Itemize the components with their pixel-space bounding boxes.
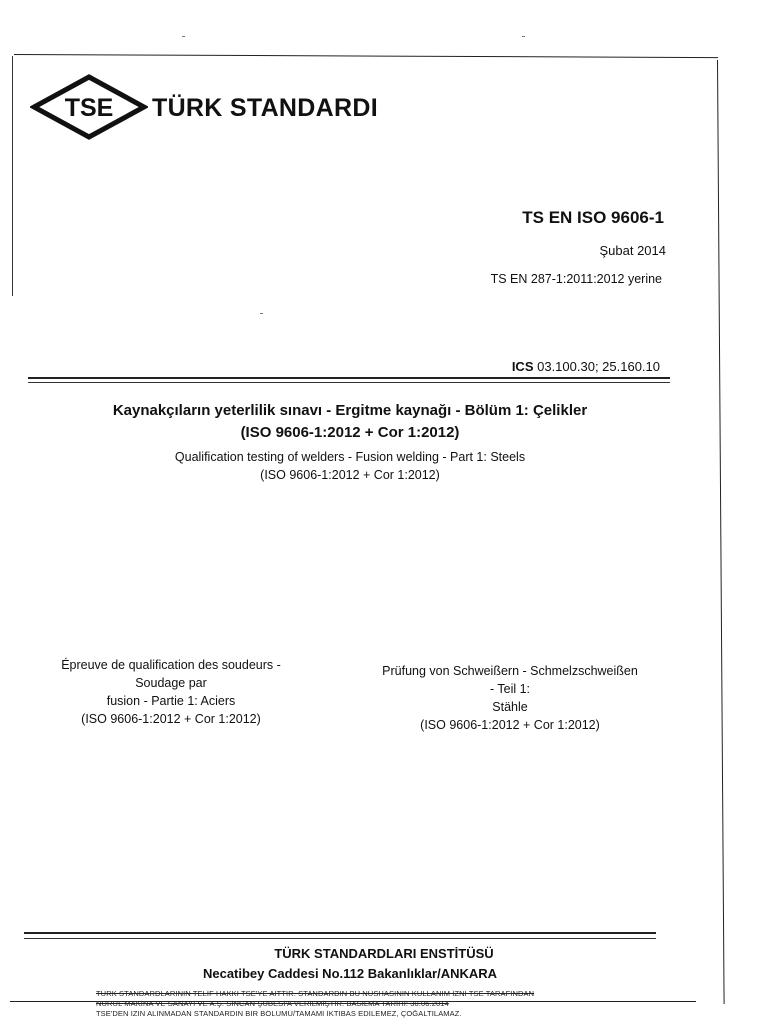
scan-speck (182, 36, 185, 37)
brand-name: TÜRK STANDARDI (152, 94, 378, 122)
title-turkish: Kaynakçıların yeterlilik sınavı - Ergitme kaynağı - Bölüm 1: Çelikler (112, 402, 588, 419)
title-block (30, 400, 670, 484)
footer-rule (24, 938, 656, 939)
scan-speck (260, 313, 263, 314)
ics-codes: 03.100.30; 25.160.10 (537, 359, 660, 374)
institute-address: Necatibey Caddesi No.112 Bakanlıklar/ANKARA (202, 966, 498, 981)
standard-number: TS EN ISO 9606-1 (522, 208, 664, 227)
title-english-reference: (ISO 9606-1:2012 + Cor 1:2012) (260, 468, 440, 482)
title-german-line: Prüfung von Schweißern - Schmelzschweißen (382, 664, 638, 678)
page-border-top (14, 54, 718, 58)
ics-label: ICS (511, 359, 534, 374)
title-french-line: Soudage par (135, 676, 207, 690)
title-german-line: Stähle (492, 700, 528, 714)
license-notice: NURUL MAKİNA VE SANAYİ VE A.Ş. SİNCAN ŞUBESİ'A VERİLMİŞTİR. BASILMA TARİHİ: 30.06.2014 (96, 1000, 449, 1008)
reproduction-notice: TSE'DEN İZİN ALINMADAN STANDARDIN BİR BÖLÜMÜ/TAMAMI İKTİBAS EDİLEMEZ, ÇOĞALTILAMAZ. (96, 1010, 462, 1018)
footer-rule (24, 932, 656, 934)
title-german (350, 662, 670, 734)
logo-text: TSE (64, 94, 114, 122)
divider-rule (28, 382, 670, 383)
title-german-line: - Teil 1: (489, 682, 531, 696)
ics-code (512, 359, 660, 374)
institute-name: TÜRK STANDARDLARI ENSTİTÜSÜ (274, 946, 494, 961)
scan-speck (522, 36, 525, 37)
standard-date: Şubat 2014 (599, 243, 666, 258)
page-border-left (12, 56, 13, 296)
title-german-reference: (ISO 9606-1:2012 + Cor 1:2012) (420, 718, 600, 732)
title-french-line: Épreuve de qualification des soudeurs - (61, 658, 281, 672)
title-french-reference: (ISO 9606-1:2012 + Cor 1:2012) (81, 712, 261, 726)
title-turkish-reference: (ISO 9606-1:2012 + Cor 1:2012) (240, 424, 460, 441)
page-border-right (717, 60, 725, 1004)
tse-logo-icon (30, 74, 148, 140)
title-french (26, 656, 316, 728)
title-english: Qualification testing of welders - Fusion welding - Part 1: Steels (174, 450, 526, 464)
standard-replaces: TS EN 287-1:2011:2012 yerine (490, 272, 662, 286)
title-french-line: fusion - Partie 1: Aciers (106, 694, 236, 708)
copyright-notice: TÜRK STANDARDLARININ TELİF HAKKI TSE'YE AİTTİR. STANDARDIN BU NÜSHASININ KULLANIM İZNİ TSE TARAFINDAN (96, 990, 535, 998)
divider-rule (28, 377, 670, 379)
